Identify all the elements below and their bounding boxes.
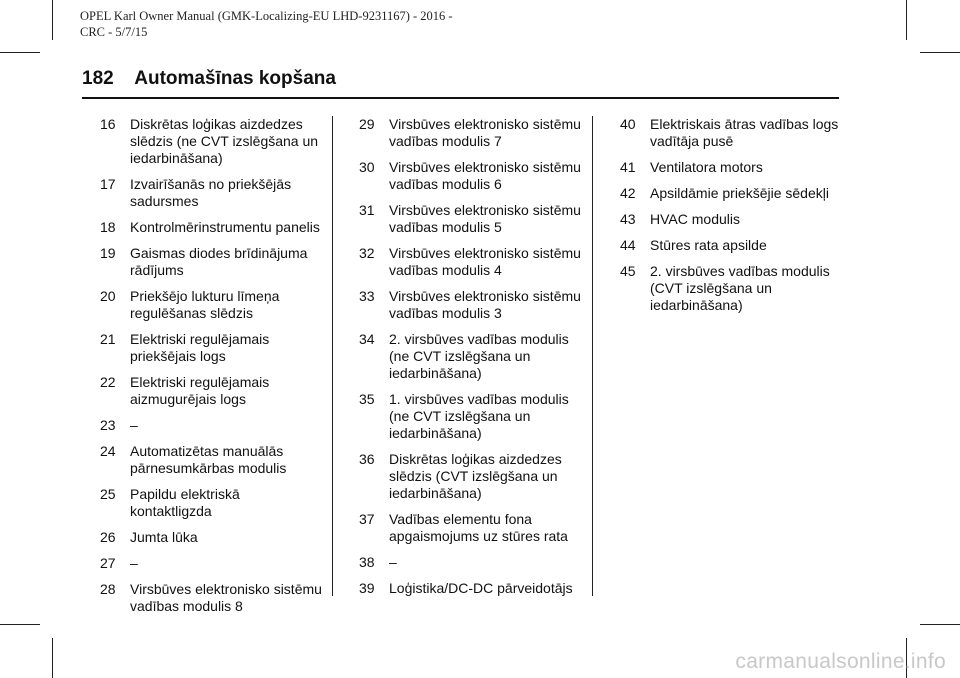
fuse-entry	[620, 237, 842, 254]
fuse-description: Loģistika/DC-DC pārveidotājs	[389, 580, 573, 596]
fuse-number: 36	[359, 451, 375, 467]
fuse-number: 22	[100, 374, 116, 390]
meta-line: CRC - 5/7/15	[80, 25, 148, 39]
fuse-entry	[100, 417, 322, 434]
fuse-description: Automatizētas manuālās pārnesumkārbas modulis	[130, 443, 287, 476]
fuse-entry	[100, 486, 322, 520]
fuse-description: Vadības elementu fona apgaismojums uz stūres rata	[389, 511, 568, 544]
fuse-description: HVAC modulis	[650, 211, 740, 227]
fuse-entry	[359, 202, 581, 236]
fuse-number: 29	[359, 116, 375, 132]
fuse-entry	[620, 211, 842, 228]
fuse-entry	[100, 374, 322, 408]
fuse-description: Virsbūves elektronisko sistēmu vadības modulis 7	[389, 116, 581, 149]
fuse-number: 45	[620, 263, 636, 279]
fuse-entry	[620, 185, 842, 202]
fuse-number: 35	[359, 391, 375, 407]
fuse-number: 23	[100, 417, 116, 433]
fuse-number: 44	[620, 237, 636, 253]
fuse-description: Diskrētas loģikas aizdedzes slēdzis (CVT izslēgšana un iedarbināšana)	[389, 451, 562, 501]
fuse-number: 32	[359, 245, 375, 261]
fuse-entry	[359, 451, 581, 502]
crop-mark	[906, 0, 907, 40]
fuse-entry	[100, 219, 322, 236]
fuse-number: 38	[359, 554, 375, 570]
fuse-entry	[359, 288, 581, 322]
fuse-number: 39	[359, 580, 375, 596]
fuse-number: 20	[100, 288, 116, 304]
crop-mark	[920, 52, 960, 53]
fuse-description: Kontrolmērinstrumentu panelis	[130, 219, 320, 235]
fuse-number: 30	[359, 159, 375, 175]
fuse-description: Papildu elektriskā kontaktligzda	[130, 486, 240, 519]
fuse-number: 18	[100, 219, 116, 235]
fuse-entry	[100, 245, 322, 279]
fuse-description: Priekšējo lukturu līmeņa regulēšanas slēdzis	[130, 288, 280, 321]
fuse-entry	[359, 580, 581, 597]
fuse-description: Diskrētas loģikas aizdedzes slēdzis (ne CVT izslēgšana un iedarbināšana)	[130, 116, 319, 166]
heading-rule	[82, 97, 839, 99]
fuse-entry	[620, 263, 842, 314]
watermark: carmanualsonline.info	[735, 650, 946, 673]
fuse-number: 37	[359, 511, 375, 527]
fuse-description: 2. virsbūves vadības modulis (CVT izslēgšana un iedarbināšana)	[650, 263, 830, 313]
fuse-description: Virsbūves elektronisko sistēmu vadības modulis 6	[389, 159, 581, 192]
fuse-description: Elektriski regulējamais aizmugurējais logs	[130, 374, 270, 407]
section-title: Automašīnas kopšana	[134, 68, 336, 89]
fuse-number: 33	[359, 288, 375, 304]
fuse-entry	[620, 159, 842, 176]
fuse-number: 34	[359, 331, 375, 347]
crop-mark	[52, 0, 53, 40]
fuse-description: Jumta lūka	[130, 529, 198, 545]
fuse-number: 43	[620, 211, 636, 227]
crop-mark	[52, 638, 53, 678]
fuse-number: 25	[100, 486, 116, 502]
fuse-number: 17	[100, 176, 116, 192]
fuse-entry	[100, 555, 322, 572]
column-3	[620, 116, 842, 323]
fuse-description: Virsbūves elektronisko sistēmu vadības modulis 4	[389, 245, 581, 278]
fuse-entry	[100, 116, 322, 167]
crop-mark	[0, 624, 40, 625]
fuse-number: 31	[359, 202, 375, 218]
fuse-description: Gaismas diodes brīdinājuma rādījums	[130, 245, 308, 278]
meta-line: OPEL Karl Owner Manual (GMK-Localizing-EU LHD-9231167) - 2016 -	[80, 9, 453, 23]
fuse-number: 16	[100, 116, 116, 132]
fuse-entry	[100, 443, 322, 477]
page-heading	[82, 68, 336, 90]
fuse-number: 28	[100, 581, 116, 597]
fuse-description: Apsildāmie priekšējie sēdekļi	[650, 185, 829, 201]
fuse-description: 1. virsbūves vadības modulis (ne CVT izslēgšana un iedarbināšana)	[389, 391, 569, 441]
fuse-number: 19	[100, 245, 116, 261]
fuse-description: Stūres rata apsilde	[650, 237, 767, 253]
fuse-number: 21	[100, 331, 116, 347]
fuse-number: 42	[620, 185, 636, 201]
column-2	[359, 116, 581, 606]
fuse-entry	[100, 288, 322, 322]
fuse-description: Virsbūves elektronisko sistēmu vadības modulis 3	[389, 288, 581, 321]
fuse-description: 2. virsbūves vadības modulis (ne CVT izslēgšana un iedarbināšana)	[389, 331, 569, 381]
fuse-entry	[359, 511, 581, 545]
fuse-number: 26	[100, 529, 116, 545]
fuse-number: 40	[620, 116, 636, 132]
column-divider	[592, 116, 593, 596]
fuse-entry	[100, 331, 322, 365]
fuse-description: Izvairīšanās no priekšējās sadursmes	[130, 176, 292, 209]
fuse-entry	[359, 159, 581, 193]
document-meta	[80, 8, 453, 40]
fuse-number: 41	[620, 159, 636, 175]
fuse-description: Virsbūves elektronisko sistēmu vadības modulis 5	[389, 202, 581, 235]
page-number: 182	[82, 68, 114, 89]
column-divider	[332, 116, 333, 596]
fuse-description: –	[130, 417, 138, 433]
fuse-entry	[100, 529, 322, 546]
fuse-entry	[359, 331, 581, 382]
fuse-entry	[359, 245, 581, 279]
fuse-entry	[359, 554, 581, 571]
fuse-description: Elektriskais ātras vadības logs vadītāja pusē	[650, 116, 839, 149]
fuse-description: Ventilatora motors	[650, 159, 763, 175]
fuse-entry	[359, 391, 581, 442]
fuse-number: 24	[100, 443, 116, 459]
fuse-description: –	[130, 555, 138, 571]
column-1	[100, 116, 322, 624]
fuse-entry	[100, 581, 322, 615]
fuse-description: –	[389, 554, 397, 570]
crop-mark	[0, 52, 40, 53]
fuse-entry	[100, 176, 322, 210]
fuse-number: 27	[100, 555, 116, 571]
fuse-description: Virsbūves elektronisko sistēmu vadības modulis 8	[130, 581, 322, 614]
fuse-entry	[620, 116, 842, 150]
fuse-entry	[359, 116, 581, 150]
crop-mark	[920, 624, 960, 625]
fuse-description: Elektriski regulējamais priekšējais logs	[130, 331, 270, 364]
